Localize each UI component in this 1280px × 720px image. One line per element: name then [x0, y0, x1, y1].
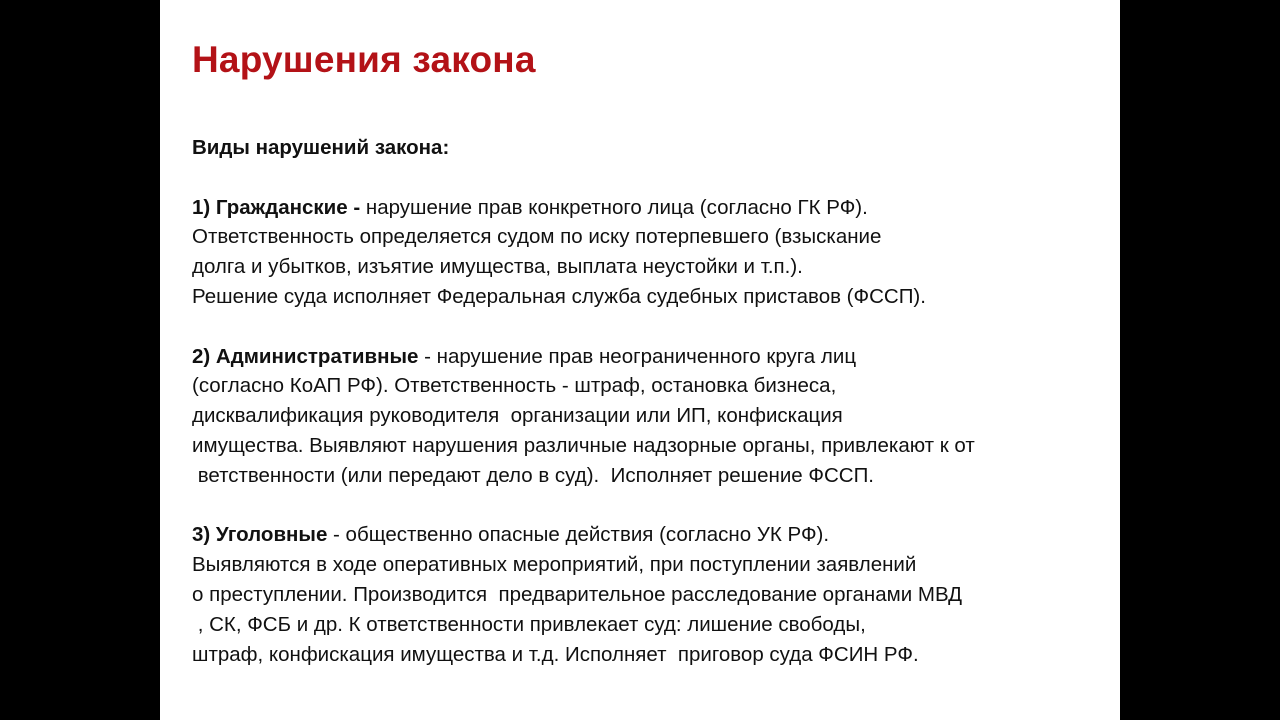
civil-line-2: Ответственность определяется судом по иску потерпевшего (взыскание: [192, 225, 882, 249]
section-heading: Виды нарушений закона:: [192, 136, 450, 159]
administrative-line-1: [192, 342, 1117, 372]
administrative-text-1: - нарушение прав неограниченного круга лиц: [418, 344, 857, 368]
civil-line-1: [192, 193, 1117, 223]
administrative-line-5: ветственности (или передают дело в суд). Исполняет решение ФССП.: [192, 463, 874, 487]
administrative-line-4: имущества. Выявляют нарушения различные надзорные органы, привлекают к от: [192, 433, 975, 457]
administrative-line-2: (согласно КоАП РФ). Ответственность - штраф, остановка бизнеса,: [192, 374, 837, 398]
civil-line-3: долга и убытков, изъятие имущества, выплата неустойки и т.п.).: [192, 255, 803, 279]
criminal-line-2: Выявляются в ходе оперативных мероприятий, при поступлении заявлений: [192, 553, 917, 577]
civil-text-1: нарушение прав конкретного лица (согласно ГК РФ).: [360, 195, 868, 219]
civil-label: 1) Гражданские -: [192, 195, 361, 219]
slide-body: [192, 133, 1117, 669]
spacer: [192, 312, 1117, 342]
spacer: [192, 491, 1117, 521]
criminal-line-1: [192, 520, 1117, 550]
slide-title: Нарушения закона: [192, 39, 536, 80]
slide: [160, 0, 1120, 720]
criminal-line-3: о преступлении. Производится предварительное расследование органами МВД: [192, 582, 963, 606]
administrative-label: 2) Административные: [192, 344, 419, 368]
criminal-text-1: - общественно опасные действия (согласно УК РФ).: [327, 523, 830, 547]
administrative-line-3: дисквалификация руководителя организации или ИП, конфискация: [192, 404, 843, 428]
criminal-line-4: , СК, ФСБ и др. К ответственности привлекает суд: лишение свободы,: [192, 612, 866, 636]
civil-line-4: Решение суда исполняет Федеральная служба судебных приставов (ФССП).: [192, 284, 926, 308]
criminal-line-5: штраф, конфискация имущества и т.д. Исполняет приговор суда ФСИН РФ.: [192, 642, 919, 666]
criminal-label: 3) Уголовные: [192, 523, 328, 547]
spacer: [192, 163, 1117, 193]
